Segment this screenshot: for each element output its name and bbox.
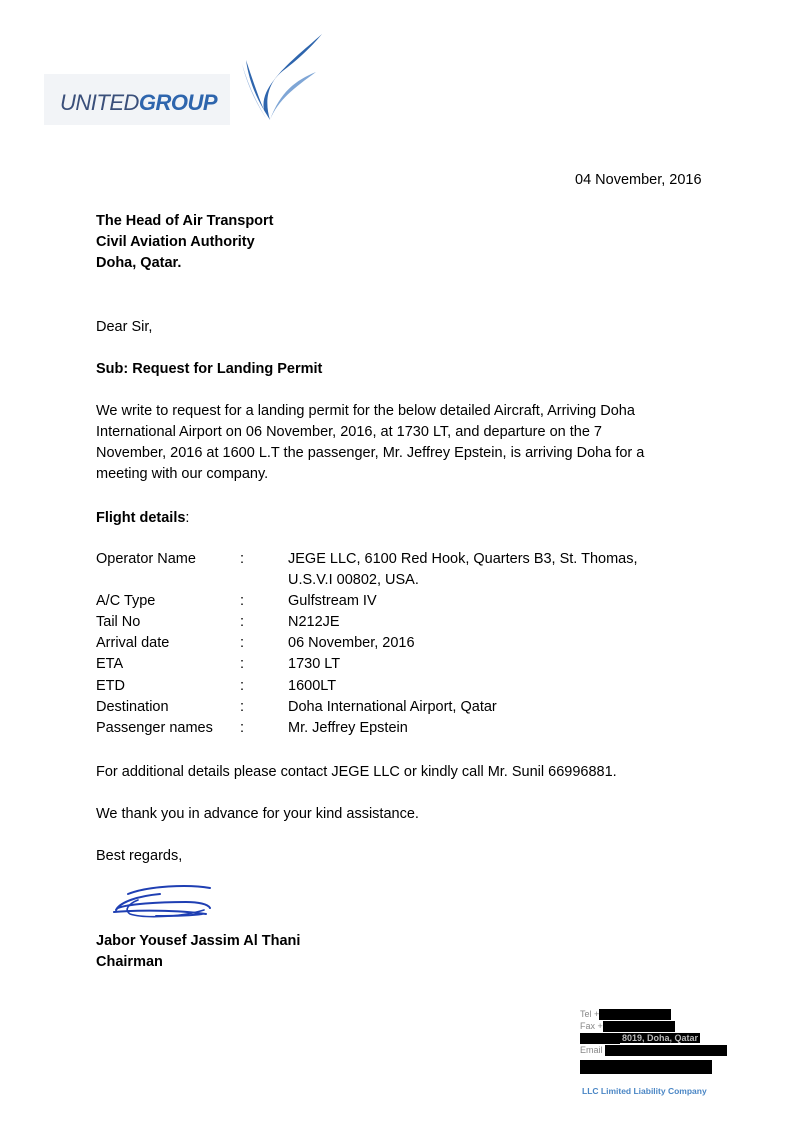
footer-tel [580,1008,671,1020]
flight-row-value: N212JE [288,614,340,630]
flight-details-heading-colon: : [185,510,190,526]
flight-row-value: Gulfstream IV [288,593,377,609]
flight-row-value: JEGE LLC, 6100 Red Hook, Quarters B3, St. Thomas, [288,551,638,567]
flight-row-colon: : [240,656,245,672]
flight-row-value: U.S.V.I 00802, USA. [288,572,419,588]
flight-row-label: A/C Type [96,593,156,609]
flight-details-heading [96,508,189,529]
logo-wordmark-bold: GROUP [138,90,218,115]
thanks-paragraph: We thank you in advance for your kind assistance. [96,806,419,822]
flight-row-label: Destination [96,699,169,715]
flight-row-value: Doha International Airport, Qatar [288,699,497,715]
footer-email [580,1044,727,1056]
logo-wordmark-light: UNITED [60,90,139,115]
recipient-line-3: Doha, Qatar. [96,255,182,271]
intro-line-3: November, 2016 at 1600 L.T the passenger, Mr. Jeffrey Epstein, is arriving Doha for a [96,445,645,461]
redaction-bar [603,1021,675,1032]
intro-line-1: We write to request for a landing permit for the below detailed Aircraft, Arriving Doha [96,403,635,419]
footer-address-text: 8019, Doha, Qatar [622,1033,699,1043]
intro-line-4: meeting with our company. [96,466,269,482]
flight-row-value: Mr. Jeffrey Epstein [288,720,408,736]
flight-details-heading-text: Flight details [96,510,186,526]
flight-row-value: 06 November, 2016 [288,635,415,651]
redaction-bar [599,1009,671,1020]
flight-row-value: 1730 LT [288,656,341,672]
recipient-line-1: The Head of Air Transport [96,213,274,229]
flight-row-label: ETA [96,656,124,672]
logo-wordmark [60,90,217,116]
flight-row-label: Passenger names [96,720,213,736]
flight-row-colon: : [240,593,245,609]
flight-row-colon: : [240,551,245,567]
flight-row-colon: : [240,614,245,630]
signature-image [98,880,228,922]
footer-address [580,1032,700,1044]
signatory-title: Chairman [96,954,163,970]
footer-email-label: Email [580,1045,603,1055]
footer-fax [580,1020,675,1032]
footer-company-type: LLC Limited Liability Company [582,1086,707,1096]
footer-redacted-line [580,1060,712,1074]
flight-row-colon: : [240,635,245,651]
flight-row-colon: : [240,678,245,694]
recipient-line-2: Civil Aviation Authority [96,234,255,250]
flight-row-value: 1600LT [288,678,337,694]
subject-line: Sub: Request for Landing Permit [96,361,323,377]
redaction-bar [580,1060,712,1074]
letter-date: 04 November, 2016 [575,172,702,188]
footer-fax-label: Fax + [580,1021,603,1031]
signatory-name: Jabor Yousef Jassim Al Thani [96,933,301,949]
flight-row-label: Arrival date [96,635,170,651]
footer-tel-label: Tel + [580,1009,600,1019]
wing-logo-icon [234,30,334,126]
redaction-bar [605,1045,727,1056]
intro-line-2: International Airport on 06 November, 2016, at 1730 LT, and departure on the 7 [96,424,602,440]
salutation: Dear Sir, [96,319,153,335]
company-logo [44,30,334,126]
flight-row-label: Tail No [96,614,141,630]
redaction-bar [580,1033,620,1044]
flight-row-label: Operator Name [96,551,196,567]
flight-row-label: ETD [96,678,125,694]
closing: Best regards, [96,848,183,864]
flight-row-colon: : [240,699,245,715]
flight-row-colon: : [240,720,245,736]
contact-paragraph: For additional details please contact JEGE LLC or kindly call Mr. Sunil 66996881. [96,764,617,780]
